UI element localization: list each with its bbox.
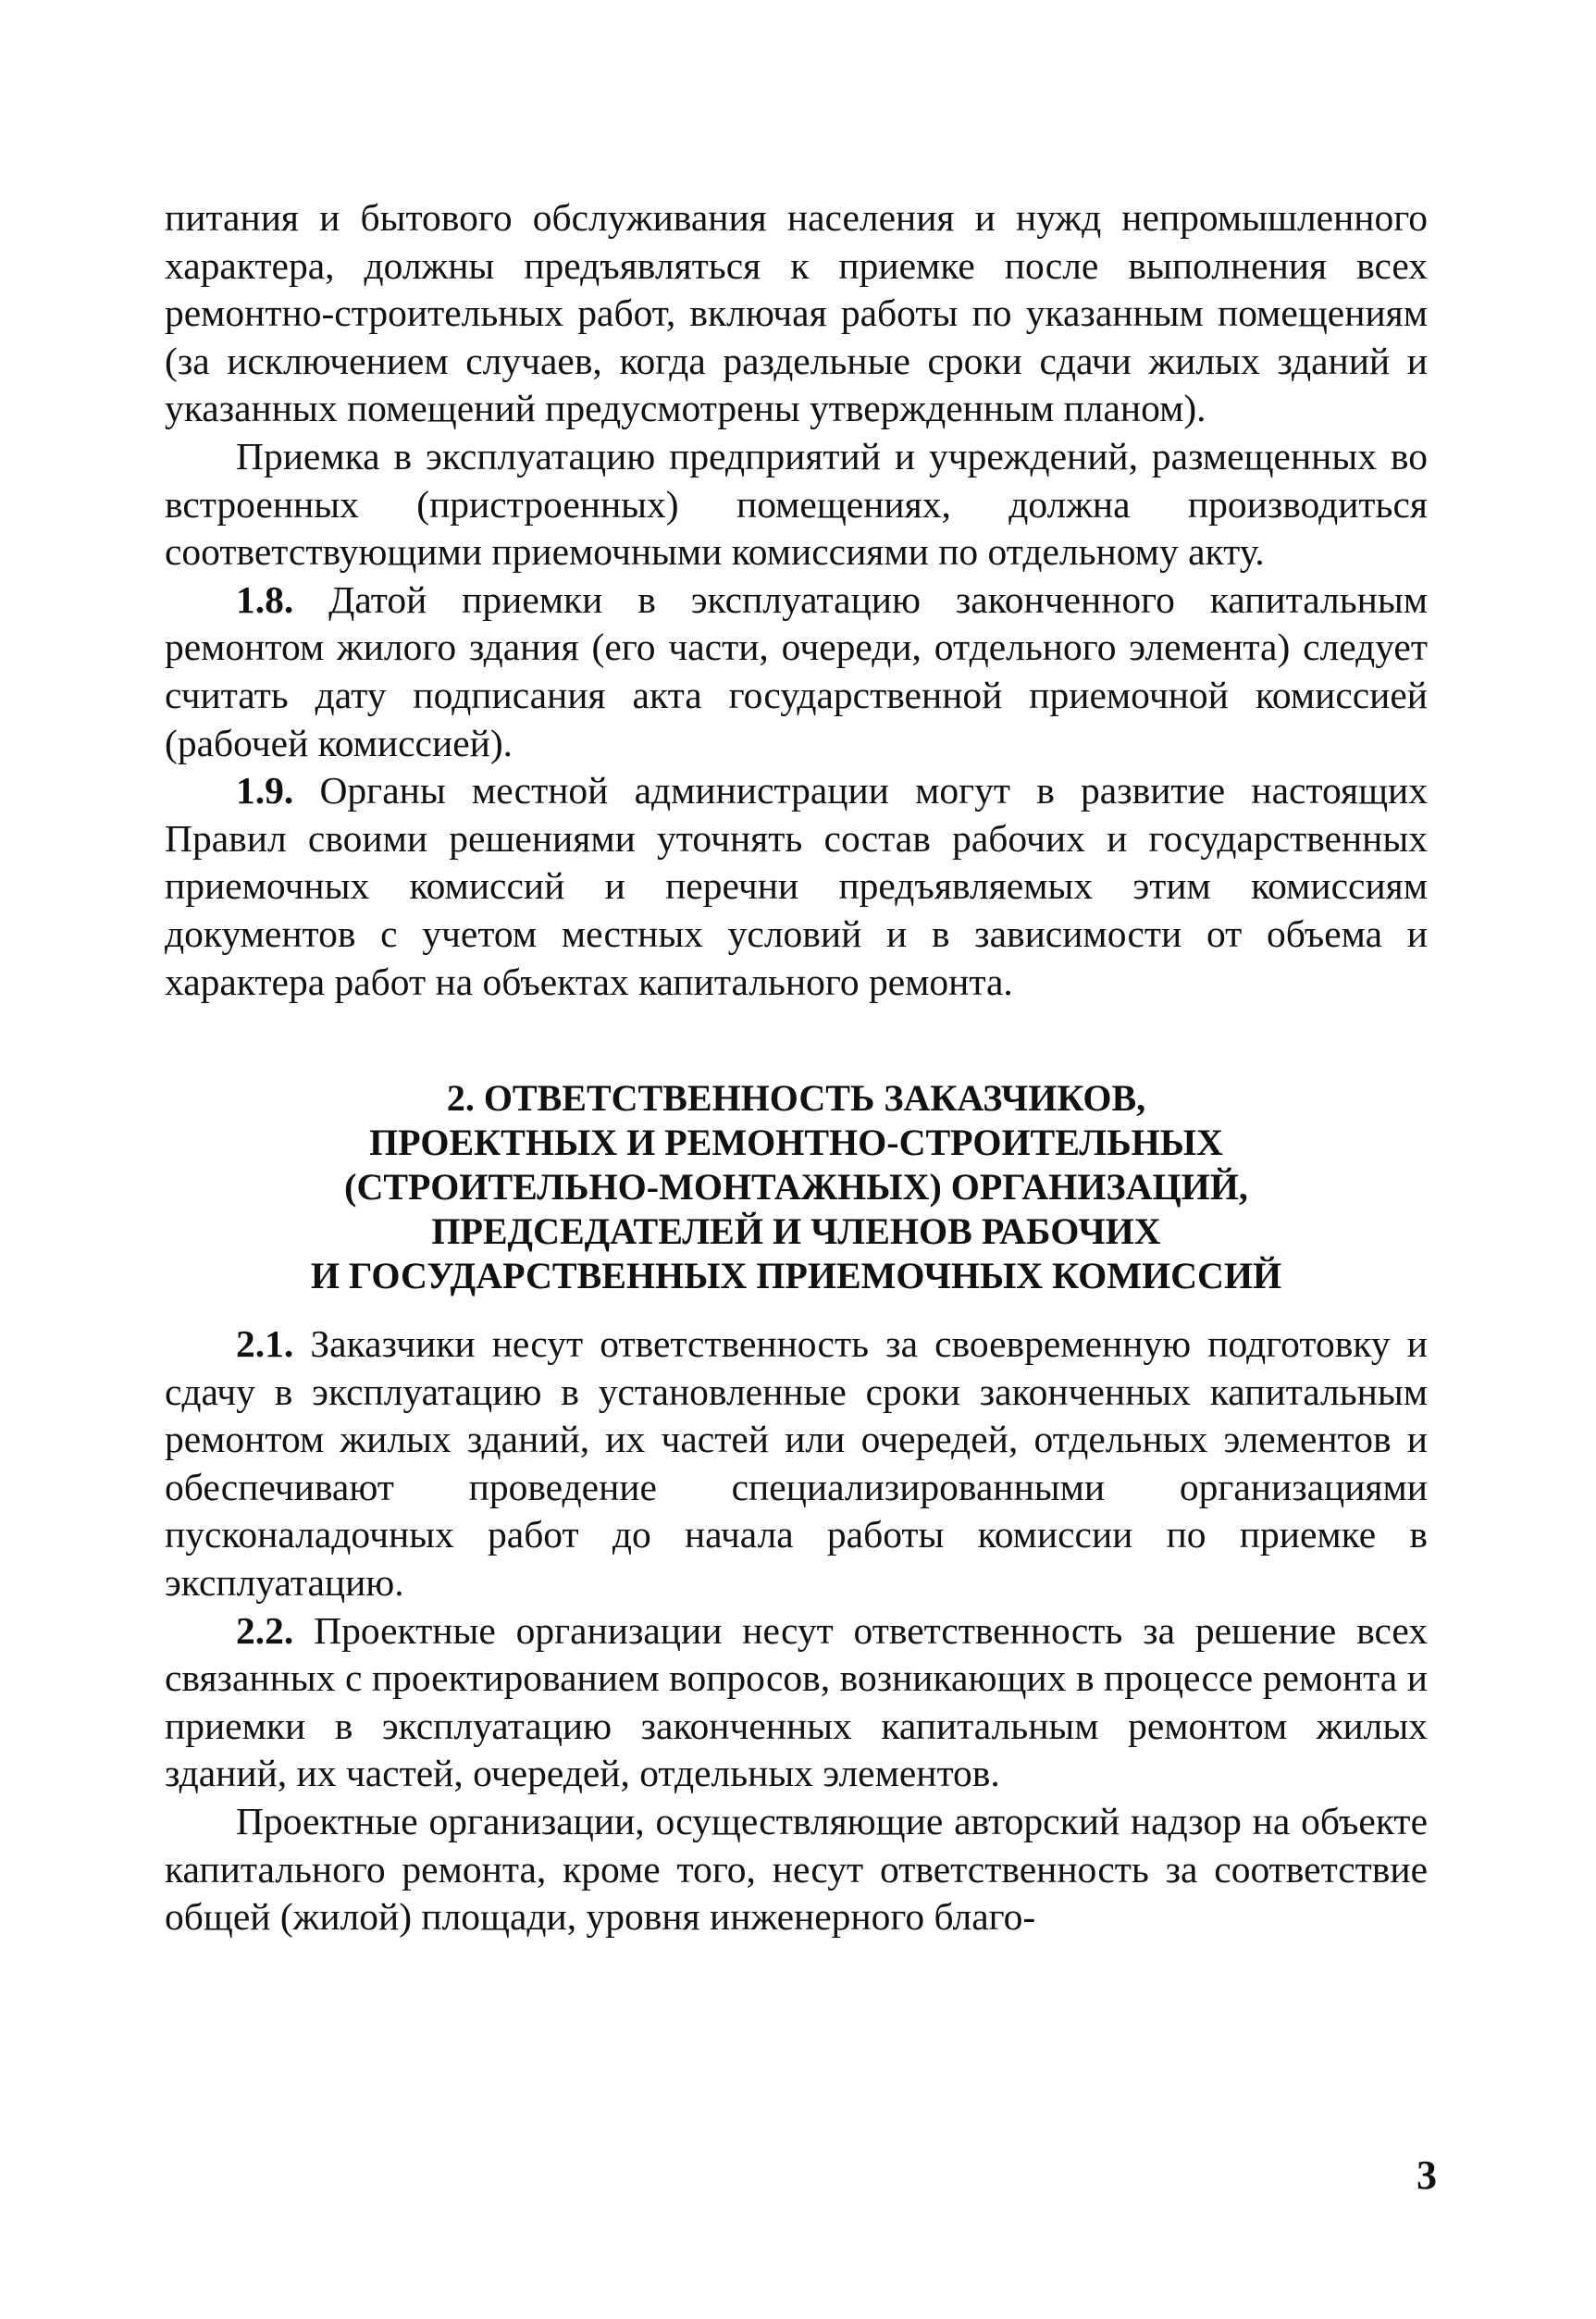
page-number: 3 [1417, 2152, 1437, 2198]
clause-text: Органы местной администрации могут в развитие настоящих Правил своими решениями уточнять состав рабочих и государственных приемочных комиссий и перечни предъявляемых этим комиссиям документов с учетом местных условий и в зависимости от объема и характера работ на объектах капитального ремонта. [165, 769, 1428, 1003]
paragraph-continuation: питания и бытового обслуживания населения и нужд непромышленного характера, должны предъявляться к приемке после выполнения всех ремонтно-строительных работ, включая работы по указанным помещениям (за исключением случаев, когда раздельные сроки сдачи жилых зданий и указанных помещений предусмотрены утвержденным планом). [165, 196, 1428, 430]
paragraph-built-in-premises: Приемка в эксплуатацию предприятий и учреждений, размещенных во встроенных (пристроенных) помещениях, должна производиться соответствующими приемочными комиссиями по отдельному акту. [165, 434, 1428, 574]
clause-1-9 [165, 767, 1428, 1006]
heading-line: ПРЕДСЕДАТЕЛЕЙ И ЧЛЕНОВ РАБОЧИХ [431, 1210, 1161, 1253]
clause-text: Датой приемки в эксплуатацию законченного капитальным ремонтом жилого здания (его части, очереди, отдельного элемента) следует считать дату подписания акта государственной приемочной комиссией (рабочей комиссией). [165, 577, 1428, 764]
clause-text: Заказчики несут ответственность за своевременную подготовку и сдачу в эксплуатацию в установленные сроки законченных капитальным ремонтом жилых зданий, их частей или очередей, отдельных элементов и обеспечивают проведение специализированными организациями пусконаладочных работ до начала работы комиссии по приемке в эксплуатацию. [165, 1322, 1428, 1605]
heading-line: ПРОЕКТНЫХ И РЕМОНТНО-СТРОИТЕЛЬНЫХ [369, 1122, 1223, 1164]
paragraph-author-supervision: Проектные организации, осуществляющие авторский надзор на объекте капитального ремонта, кроме того, несут ответственность за соответствие общей (жилой) площади, уровня инженерного благо- [165, 1800, 1428, 1939]
heading-line: 2. ОТВЕТСТВЕННОСТЬ ЗАКАЗЧИКОВ, [446, 1077, 1146, 1120]
clause-text: Проектные организации несут ответственность за решение всех связанных с проектированием вопросов, возникающих в процессе ремонта и приемки в эксплуатацию законченных капитальным ремонтом жилых зданий, их частей, очередей, отдельных элементов. [165, 1608, 1428, 1795]
clause-1-8 [165, 577, 1428, 767]
clause-number: 1.9. [236, 769, 294, 812]
heading-line: И ГОСУДАРСТВЕННЫХ ПРИЕМОЧНЫХ КОМИССИЙ [310, 1255, 1282, 1297]
document-page [165, 194, 1428, 1941]
clause-number: 2.1. [236, 1322, 294, 1366]
clause-number: 2.2. [236, 1608, 294, 1652]
section-heading [165, 1076, 1428, 1298]
clause-2-1 [165, 1321, 1428, 1607]
heading-line: (СТРОИТЕЛЬНО-МОНТАЖНЫХ) ОРГАНИЗАЦИЙ, [344, 1166, 1248, 1209]
clause-number: 1.8. [236, 577, 294, 621]
clause-2-2 [165, 1607, 1428, 1798]
